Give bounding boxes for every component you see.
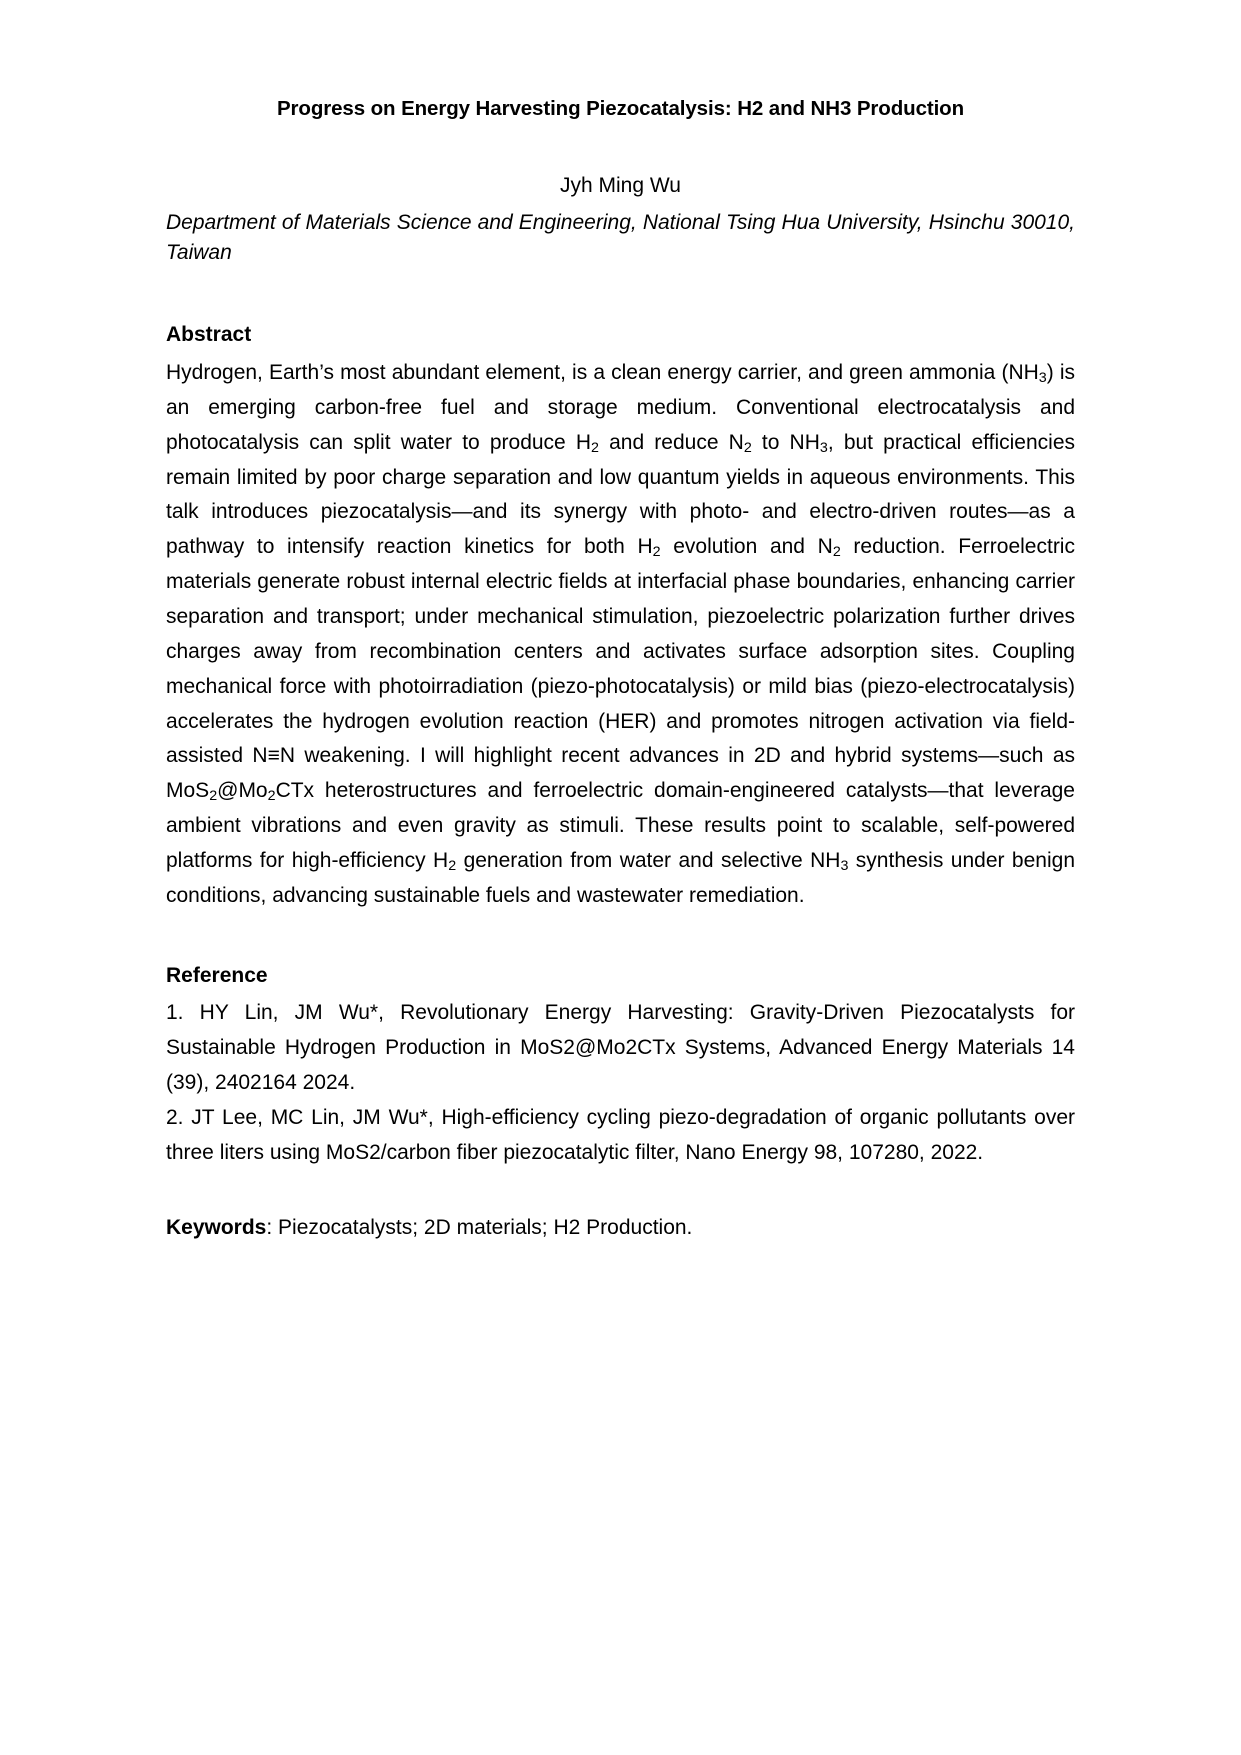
subscript: 2 [743, 439, 752, 456]
abstract-paragraph: Hydrogen, Earth’s most abundant element, is a clean energy carrier, and green ammonia $(NH_3)$ is an emerging carbon-free fuel and storage medium. Conventional electrocatalysis and photocatalysis can split water to produce $H_2$ and reduce $N_2$ to $NH_3$, but practical efficiencies remain limited by poor charge separation and low quantum yields in aqueous environments. This talk introduces piezocatalysis—and its synergy with photo- and electro-driven routes—as a pathway to intensify reaction kinetics for both $H_2$ evolution and $N_2$ reduction. Ferroelectric materials generate robust internal electric fields at interfacial phase boundaries, enhancing carrier separation and transport; under mechanical stimulation, piezoelectric polarization further drives charges away from recombination centers and activates surface adsorption sites. Coupling mechanical force with photoirradiation (piezo-photocatalysis) or mild bias (piezo-electrocatalysis) accelerates the hydrogen evolution reaction (HER) and promotes nitrogen activation via field-assisted N≡N weakening. I will highlight recent advances in 2D and hybrid systems—such as $MoS_2@Mo_2CTx$ heterostructures and ferroelectric domain-engineered catalysts—that leverage ambient vibrations and even gravity as stimuli. These results point to scalable, self-powered platforms for high-efficiency $H_2$ generation from water and selective $NH_3$ synthesis under benign conditions, advancing sustainable fuels and wastewater remediation. [166, 361, 1076, 907]
author-affiliation: Department of Materials Science and Engineering, National Tsing Hua University, Hsinchu 30010, Taiwan [166, 211, 1075, 264]
reference-item: 1. HY Lin, JM Wu*, Revolutionary Energy Harvesting: Gravity-Driven Piezocatalysts for Sustainable Hydrogen Production in MoS2@Mo2CTx Systems, Advanced Energy Materials 14 (39), 2402164 2024. [166, 1001, 1075, 1094]
document-content [166, 0, 1075, 1245]
reference-item: 2. JT Lee, MC Lin, JM Wu*, High-efficiency cycling piezo-degradation of organic pollutants over three liters using MoS2/carbon fiber piezocatalytic filter, Nano Energy 98, 107280, 2022. [166, 1105, 1075, 1164]
subscript: 2 [832, 544, 841, 561]
keywords-label: Keywords [166, 1216, 267, 1240]
subscript: 2 [209, 788, 218, 805]
subscript: 3 [819, 439, 828, 456]
author-name: Jyh Ming Wu [560, 173, 681, 197]
page-title: Progress on Energy Harvesting Piezocatalysis: H2 and NH3 Production [276, 97, 965, 120]
reference-heading: Reference [166, 963, 268, 987]
subscript: 2 [591, 439, 599, 456]
keywords-value: : Piezocatalysts; 2D materials; H2 Production. [266, 1216, 693, 1240]
keywords-line [166, 1170, 1075, 1245]
subscript: 2 [652, 544, 661, 561]
abstract-heading: Abstract [166, 322, 252, 346]
subscript: 3 [840, 858, 849, 875]
subscript: 2 [267, 788, 276, 805]
subscript: 2 [448, 858, 457, 875]
subscript: 3 [1038, 370, 1047, 387]
